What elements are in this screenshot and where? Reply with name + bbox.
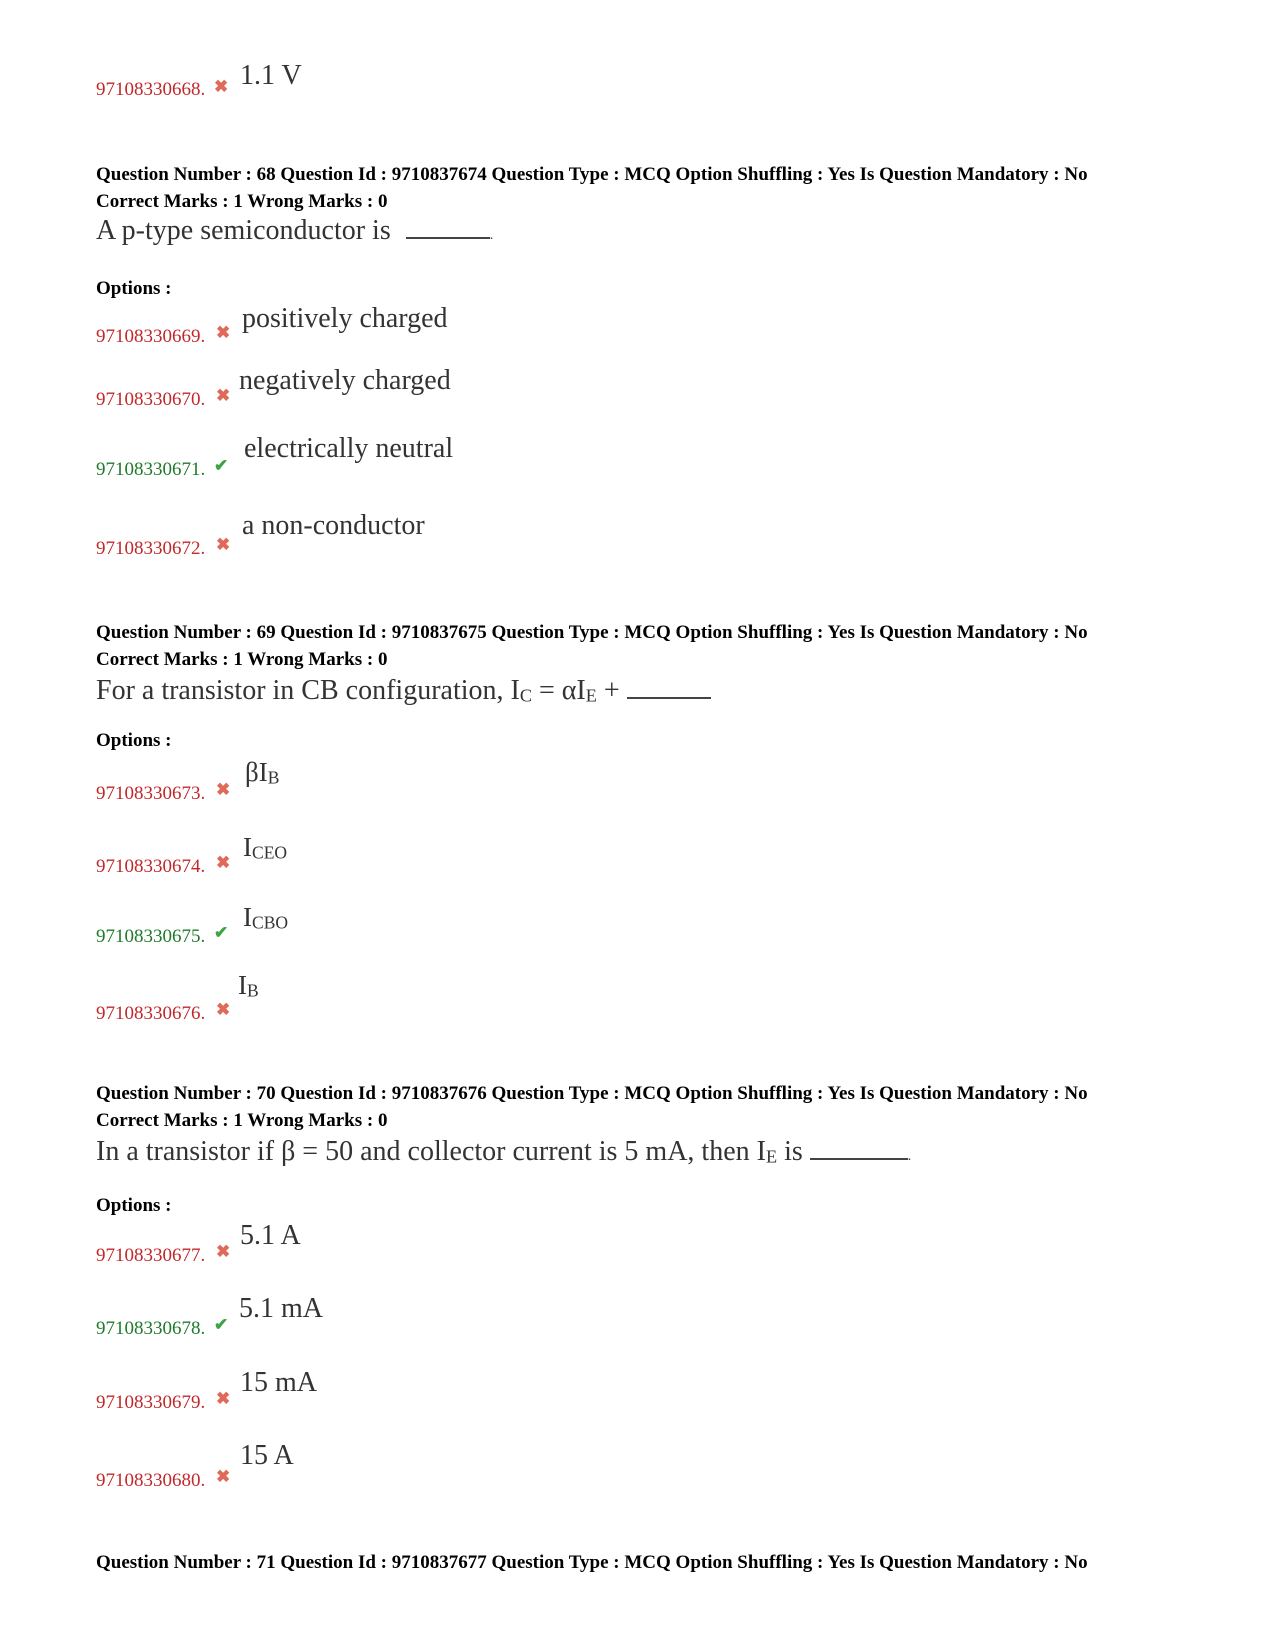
option-text: 15 mA: [240, 1367, 317, 1398]
question-text: [96, 675, 711, 707]
option-id: 97108330675.: [96, 926, 206, 947]
subscript: CBO: [252, 912, 289, 933]
wrong-icon: ✖: [214, 77, 229, 96]
question-header: Question Number : 69 Question Id : 9710837675 Question Type : MCQ Option Shuffling : Yes Is Question Mandatory : No: [96, 622, 1088, 643]
option-text: a non-conductor: [242, 510, 425, 541]
option-id: 97108330673.: [96, 783, 206, 804]
option-text: 15 A: [240, 1440, 294, 1471]
subscript: B: [267, 767, 280, 788]
question-stem: For a transistor in CB configuration, I: [96, 675, 520, 706]
options-label: Options :: [96, 1195, 172, 1216]
option-text: [243, 902, 288, 934]
subscript: E: [765, 1146, 778, 1167]
option-id: 97108330670.: [96, 389, 206, 410]
option-id: 97108330678.: [96, 1318, 206, 1339]
question-marks: Correct Marks : 1 Wrong Marks : 0: [96, 649, 388, 670]
subscript: B: [247, 980, 259, 1001]
check-icon: ✔: [214, 923, 229, 942]
option-id: 97108330672.: [96, 538, 206, 559]
subscript: CEO: [252, 842, 288, 863]
wrong-icon: ✖: [216, 1000, 231, 1019]
wrong-icon: ✖: [216, 853, 231, 872]
options-label: Options :: [96, 278, 172, 299]
option-text: negatively charged: [239, 365, 451, 396]
question-end: .: [907, 1149, 912, 1164]
symbol: I: [238, 970, 247, 1000]
question-stem: = αI: [531, 675, 586, 706]
option-id: 97108330677.: [96, 1245, 206, 1266]
option-id: 97108330680.: [96, 1470, 206, 1491]
option-id: 97108330674.: [96, 856, 206, 877]
question-header: Question Number : 70 Question Id : 9710837676 Question Type : MCQ Option Shuffling : Yes Is Question Mandatory : No: [96, 1083, 1088, 1104]
option-id: 97108330676.: [96, 1003, 206, 1024]
option-id: 97108330668.: [96, 79, 206, 100]
options-label: Options :: [96, 730, 172, 751]
question-marks: Correct Marks : 1 Wrong Marks : 0: [96, 1110, 388, 1131]
question-stem: is: [777, 1136, 810, 1167]
answer-blank: [810, 1157, 908, 1160]
option-text: electrically neutral: [244, 433, 454, 464]
question-text: [96, 1136, 911, 1168]
check-icon: ✔: [214, 456, 229, 475]
answer-blank: [406, 236, 490, 239]
question-header: Question Number : 71 Question Id : 9710837677 Question Type : MCQ Option Shuffling : Yes Is Question Mandatory : No: [96, 1552, 1088, 1573]
option-text: 5.1 A: [240, 1220, 301, 1251]
question-end: .: [489, 228, 494, 243]
option-text: 1.1 V: [240, 60, 302, 91]
question-stem: A p-type semiconductor is: [96, 215, 391, 246]
option-id: 97108330679.: [96, 1392, 206, 1413]
wrong-icon: ✖: [216, 323, 231, 342]
answer-blank: [627, 696, 711, 699]
question-header: Question Number : 68 Question Id : 9710837674 Question Type : MCQ Option Shuffling : Yes Is Question Mandatory : No: [96, 164, 1088, 185]
symbol: βI: [245, 757, 268, 787]
wrong-icon: ✖: [216, 780, 231, 799]
question-marks: Correct Marks : 1 Wrong Marks : 0: [96, 191, 388, 212]
wrong-icon: ✖: [216, 1467, 231, 1486]
option-text: 5.1 mA: [239, 1293, 323, 1324]
option-text: positively charged: [242, 303, 448, 334]
question-text: [96, 215, 493, 247]
option-text: [238, 970, 259, 1002]
wrong-icon: ✖: [216, 535, 231, 554]
subscript: E: [585, 685, 597, 706]
check-icon: ✔: [214, 1315, 229, 1334]
symbol: I: [243, 902, 252, 932]
option-id: 97108330671.: [96, 459, 206, 480]
option-id: 97108330669.: [96, 326, 206, 347]
subscript: C: [519, 685, 532, 706]
question-stem: In a transistor if β = 50 and collector current is 5 mA, then I: [96, 1136, 766, 1167]
option-text: [245, 757, 279, 789]
wrong-icon: ✖: [216, 1242, 231, 1261]
option-text: [243, 832, 287, 864]
question-stem: +: [596, 675, 627, 706]
wrong-icon: ✖: [216, 386, 231, 405]
symbol: I: [243, 832, 252, 862]
wrong-icon: ✖: [216, 1389, 231, 1408]
